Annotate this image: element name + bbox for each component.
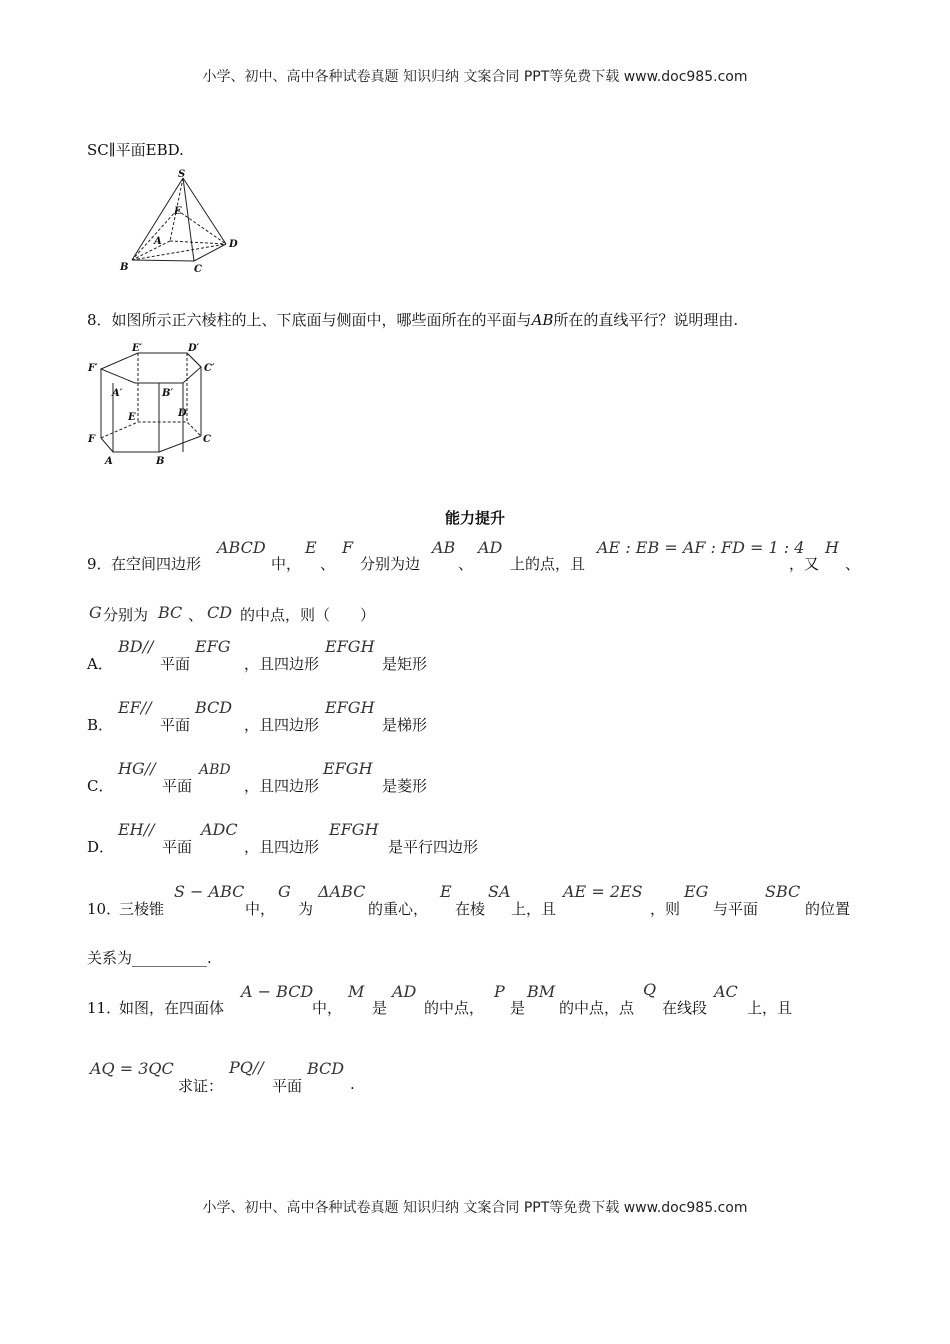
- hexagonal-prism-figure: [80, 338, 220, 470]
- q7-conclusion: SC∥平面EBD.: [87, 141, 184, 159]
- pyramid-figure: [110, 166, 250, 278]
- label-b: B: [120, 262, 129, 273]
- label-a-prime: A′: [112, 388, 123, 399]
- label-c: C: [203, 434, 211, 445]
- page-header: 小学、初中、高中各种试卷真题 知识归纳 文案合同 PPT等免费下载 www.doc985.com: [202, 69, 748, 85]
- label-d-prime: D′: [188, 343, 200, 354]
- label-b: B: [156, 456, 165, 467]
- label-e-prime: E′: [132, 343, 143, 354]
- label-b-prime: B′: [162, 388, 174, 399]
- label-e: E: [128, 412, 136, 423]
- label-a: A: [105, 456, 113, 467]
- label-f: F: [88, 434, 96, 445]
- label-d: D: [229, 239, 238, 250]
- label-a: A: [154, 236, 162, 247]
- label-s: S: [178, 169, 186, 180]
- q10-line2: 关系为__________.: [87, 949, 212, 967]
- page-footer: 小学、初中、高中各种试卷真题 知识归纳 文案合同 PPT等免费下载 www.doc985.com: [202, 1200, 748, 1216]
- label-e: E: [174, 206, 182, 217]
- label-d: D: [178, 408, 187, 419]
- section-title: 能力提升: [444, 509, 505, 527]
- q8-text: 8．如图所示正六棱柱的上、下底面与侧面中，哪些面所在的平面与AB所在的直线平行？说明理由.: [87, 311, 739, 329]
- label-c: C: [194, 264, 202, 275]
- label-f-prime: F′: [88, 363, 98, 374]
- label-c-prime: C′: [204, 363, 215, 374]
